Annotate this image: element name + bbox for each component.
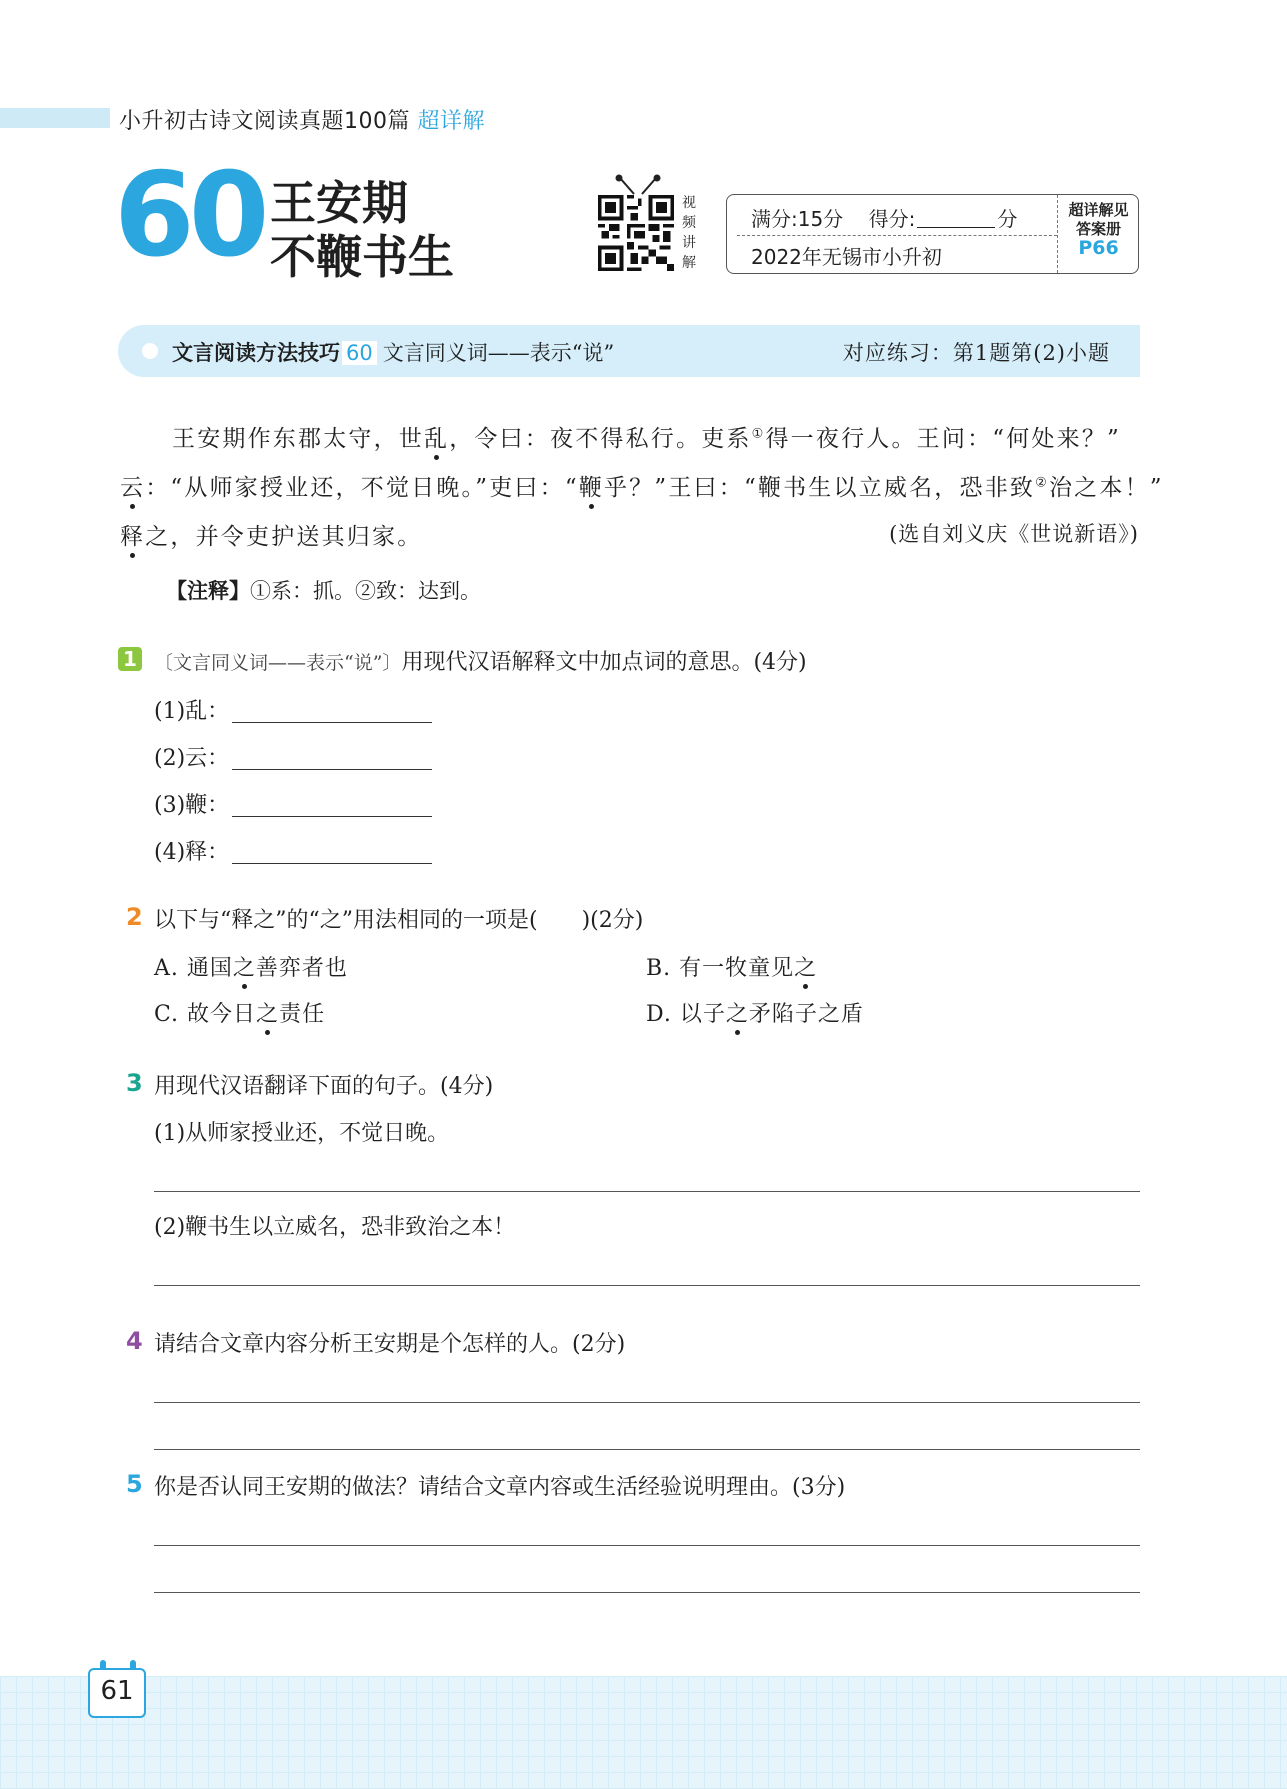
question-1-tag: 〔文言同义词——表示“说”〕 bbox=[154, 652, 402, 674]
dotted-word-yun: 云 bbox=[120, 475, 146, 501]
method-banner bbox=[118, 325, 1140, 377]
dotted-word-bian: 鞭 bbox=[578, 475, 604, 501]
question-2-number: 2 bbox=[126, 903, 143, 931]
answer-reference: 超详解见 答案册 P66 bbox=[1059, 195, 1138, 279]
q5-answer-line-2[interactable] bbox=[154, 1592, 1140, 1593]
note-text: ①系：抓。②致：达到。 bbox=[250, 579, 481, 603]
exam-source: 2022年无锡市小升初 bbox=[751, 245, 942, 269]
lesson-number: 60 bbox=[114, 148, 264, 283]
note-label: 【注释】 bbox=[166, 579, 250, 603]
page-number: 61 bbox=[88, 1668, 146, 1718]
question-5-number: 5 bbox=[126, 1470, 143, 1498]
book-title: 小升初古诗文阅读真题100篇 bbox=[119, 109, 410, 134]
q1-item-2: (2)云： bbox=[154, 746, 230, 771]
header-accent-bar bbox=[0, 108, 110, 128]
lesson-title-line1: 王安期 bbox=[270, 176, 408, 230]
q1-item-4: (4)释： bbox=[154, 840, 230, 865]
q1-answer-blank-2[interactable] bbox=[232, 769, 432, 770]
score-blank[interactable] bbox=[917, 207, 995, 228]
q1-item-3: (3)鞭： bbox=[154, 793, 230, 818]
score-box bbox=[726, 194, 1139, 274]
question-3-number: 3 bbox=[126, 1069, 143, 1097]
passage-source: (选自刘义庆《世说新语》) bbox=[889, 522, 1139, 546]
score-unit: 分 bbox=[997, 207, 1018, 231]
banner-topic: 文言同义词——表示“说” bbox=[382, 341, 615, 365]
answer-page: P66 bbox=[1078, 237, 1119, 259]
q1-answer-blank-1[interactable] bbox=[232, 722, 432, 723]
q3-answer-line-1[interactable] bbox=[154, 1191, 1140, 1192]
footer-grid-band bbox=[0, 1676, 1287, 1789]
q2-option-a[interactable]: A. 通国之善弈者也 bbox=[154, 956, 348, 981]
score-line bbox=[751, 203, 1017, 232]
banner-practice: 对应练习：第1题第(2)小题 bbox=[842, 341, 1110, 365]
question-4-text: 请结合文章内容分析王安期是个怎样的人。(2分) bbox=[154, 1332, 626, 1357]
question-1-number: 1 bbox=[118, 647, 142, 671]
annotation bbox=[166, 575, 481, 605]
q3-sentence-1: (1)从师家授业还，不觉日晚。 bbox=[154, 1121, 450, 1146]
full-score: 满分:15分 bbox=[751, 207, 844, 231]
running-header bbox=[119, 104, 485, 135]
score-label: 得分: bbox=[868, 207, 916, 231]
passage-line-2: 云：“从师家授业还，不觉日晚。”吏曰：“鞭乎？”王曰：“鞭书生以立威名，恐非致②治之本！” bbox=[120, 475, 1164, 501]
video-explanation-label: 视 频 讲 解 bbox=[682, 195, 696, 271]
lesson-title-line2: 不鞭书生 bbox=[270, 230, 454, 284]
q4-answer-line-2[interactable] bbox=[154, 1449, 1140, 1450]
question-3-text: 用现代汉语翻译下面的句子。(4分) bbox=[154, 1074, 494, 1099]
dotted-word-shi: 释 bbox=[120, 524, 146, 550]
q4-answer-line-1[interactable] bbox=[154, 1402, 1140, 1403]
question-2-text: 以下与“释之”的“之”用法相同的一项是( )(2分) bbox=[154, 908, 644, 933]
qr-code-icon[interactable] bbox=[598, 195, 674, 271]
antenna-icon bbox=[612, 174, 664, 196]
banner-number: 60 bbox=[342, 341, 377, 365]
q1-answer-blank-3[interactable] bbox=[232, 816, 432, 817]
q2-option-c[interactable]: C. 故今日之责任 bbox=[154, 1002, 326, 1027]
question-1-text: 〔文言同义词——表示“说”〕用现代汉语解释文中加点词的意思。(4分) bbox=[154, 650, 807, 675]
q2-option-d[interactable]: D. 以子之矛陷子之盾 bbox=[646, 1002, 864, 1027]
book-subtitle: 超详解 bbox=[417, 109, 486, 134]
banner-label: 文言阅读方法技巧 bbox=[172, 341, 340, 365]
question-4-number: 4 bbox=[126, 1327, 143, 1355]
q2-option-b[interactable]: B. 有一牧童见之 bbox=[646, 956, 818, 981]
q3-sentence-2: (2)鞭书生以立威名，恐非致治之本！ bbox=[154, 1215, 516, 1240]
q1-answer-blank-4[interactable] bbox=[232, 863, 432, 864]
bullet-icon bbox=[142, 343, 158, 359]
q5-answer-line-1[interactable] bbox=[154, 1545, 1140, 1546]
passage-line-3: 释之，并令吏护送其归家。 bbox=[120, 524, 423, 550]
passage-line-1: 王安期作东郡太守，世乱，令曰：夜不得私行。吏系①得一夜行人。王问：“何处来？” bbox=[172, 426, 1121, 452]
dotted-word-luan: 乱 bbox=[424, 426, 450, 452]
question-5-text: 你是否认同王安期的做法？请结合文章内容或生活经验说明理由。(3分) bbox=[154, 1475, 846, 1500]
q3-answer-line-2[interactable] bbox=[154, 1285, 1140, 1286]
q1-item-1: (1)乱： bbox=[154, 699, 230, 724]
